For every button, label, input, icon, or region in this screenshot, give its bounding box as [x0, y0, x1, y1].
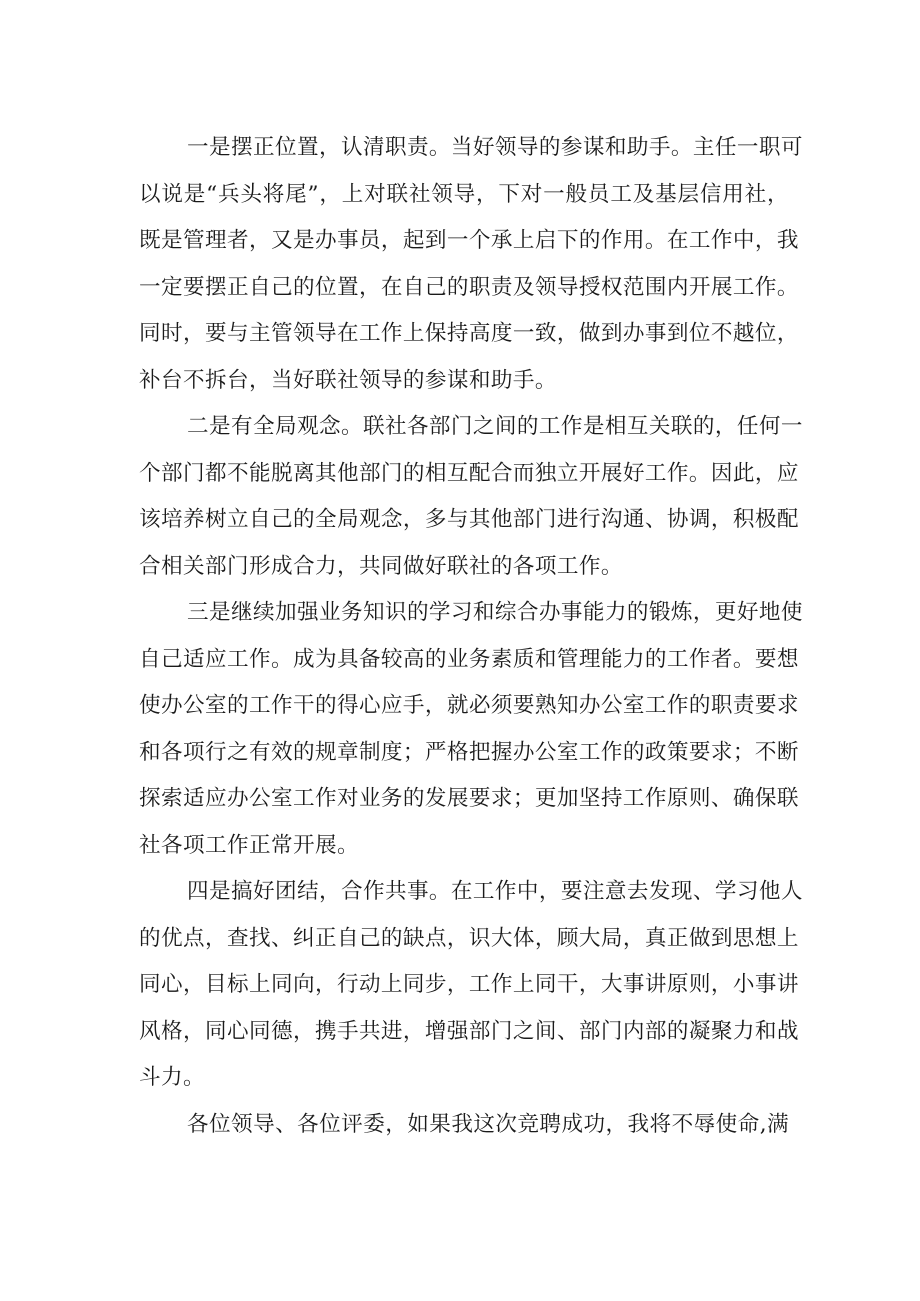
text-line: 一定要摆正自己的位置，在自己的职责及领导授权范围内开展工作。: [139, 274, 799, 300]
text-line: 既是管理者，又是办事员，起到一个承上启下的作用。在工作中，我: [139, 228, 799, 253]
text-line: 合相关部门形成合力，共同做好联社的各项工作。: [139, 553, 623, 579]
text-line: 社各项工作正常开展。: [139, 832, 359, 858]
text-line: 一是摆正位置，认清职责。当好领导的参谋和助手。主任一职可: [187, 135, 803, 160]
text-line: 补台不拆台，当好联社领导的参谋和助手。: [139, 367, 557, 393]
text-line: 使办公室的工作干的得心应手，就必须要熟知办公室工作的职责要求: [139, 693, 799, 718]
text-line: 同时，要与主管领导在工作上保持高度一致，做到办事到位不越位，: [139, 321, 799, 346]
paragraph-2: [139, 404, 803, 590]
text-line: 以说是“兵头将尾”，上对联社领导，下对一般员工及基层信用社，: [139, 181, 789, 207]
text-line: 的优点，查找、纠正自己的缺点，识大体，顾大局，真正做到思想上: [139, 925, 799, 951]
text-line: 各位领导、各位评委，如果我这次竞聘成功，我将不辱使命,满: [187, 1111, 789, 1137]
text-line: 风格，同心同德，携手共进，增强部门之间、部门内部的凝聚力和战: [139, 1018, 799, 1044]
text-line: 二是有全局观念。联社各部门之间的工作是相互关联的，任何一: [187, 414, 803, 439]
paragraph-4: [139, 869, 803, 1102]
text-line: 同心，目标上同向，行动上同步，工作上同干，大事讲原则，小事讲: [139, 972, 799, 997]
text-line: 该培养树立自己的全局观念，多与其他部门进行沟通、协调，积极配: [139, 507, 799, 532]
paragraph-5: [139, 1102, 789, 1149]
text-line: 探索适应办公室工作对业务的发展要求；更加坚持工作原则、确保联: [139, 786, 799, 811]
text-line: 三是继续加强业务知识的学习和综合办事能力的锻炼，更好地使: [187, 600, 803, 625]
text-line: 斗力。: [139, 1065, 205, 1090]
text-line: 自己适应工作。成为具备较高的业务素质和管理能力的工作者。要想: [139, 646, 799, 672]
paragraph-3: [139, 590, 803, 869]
text-line: 和各项行之有效的规章制度；严格把握办公室工作的政策要求；不断: [139, 739, 799, 765]
paragraph-1: [139, 125, 803, 404]
text-line: 个部门都不能脱离其他部门的相互配合而独立开展好工作。因此，应: [139, 460, 799, 486]
text-line: 四是搞好团结，合作共事。在工作中，要注意去发现、学习他人: [187, 879, 803, 904]
document-body: [139, 125, 803, 1148]
